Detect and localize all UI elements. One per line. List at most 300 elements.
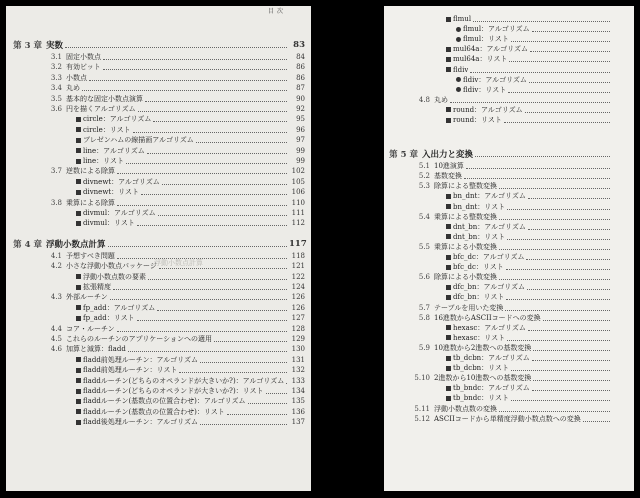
square-bullet-icon (76, 389, 81, 394)
entry-title: fldiv (453, 65, 469, 74)
toc-entry-subitem (456, 34, 628, 44)
leader-dots (117, 326, 287, 332)
page-number: 130 (291, 345, 305, 354)
toc-entry-item (446, 232, 628, 242)
toc-entry-section (46, 334, 305, 344)
section-number: 5.2 (418, 172, 430, 181)
page-number: 95 (296, 115, 305, 124)
leader-dots (525, 107, 610, 113)
page-number: 110 (291, 198, 305, 207)
leader-dots (113, 284, 287, 290)
leader-dots (133, 127, 287, 133)
leader-dots (103, 64, 287, 70)
leader-dots (506, 294, 610, 300)
toc-entry-chapter (12, 40, 305, 50)
leader-dots (532, 355, 610, 361)
square-bullet-icon (446, 118, 451, 123)
round-bullet-icon (456, 27, 461, 32)
square-bullet-icon (76, 274, 81, 279)
entry-title: 乗算による整数変換 (434, 212, 497, 221)
square-bullet-icon (76, 420, 81, 425)
entry-title: bn_dnt：リスト (453, 202, 506, 211)
square-bullet-icon (446, 17, 451, 22)
leader-dots (533, 375, 610, 381)
leader-dots (533, 345, 610, 351)
toc-entry-section (414, 303, 628, 313)
leader-dots (511, 395, 610, 401)
leader-dots (200, 357, 287, 363)
entry-title: 拡張精度 (83, 283, 111, 291)
entry-title: fp_add：アルゴリズム (83, 303, 156, 312)
entry-title: 浮動小数点数の変換 (434, 404, 497, 413)
square-bullet-icon (446, 204, 451, 209)
chapter-number: 第 3 章 (13, 41, 42, 51)
entry-title: fladdルーチン(基数点の位置合わせ)：アルゴリズム (83, 397, 246, 406)
entry-title: 2進数から10進数への基数変換 (434, 374, 532, 383)
section-number: 3.4 (50, 84, 62, 93)
section-number: 4.5 (50, 335, 62, 343)
toc-entry-section (414, 212, 628, 222)
entry-title: 乗算による小数変換 (434, 242, 497, 251)
leader-dots (509, 56, 610, 62)
entry-title: fladdルーチン(どちらのオペランドが大きいか?)：リスト (83, 387, 264, 395)
square-bullet-icon (446, 107, 451, 112)
toc-entry-item (446, 323, 628, 333)
entry-title: 16進数からASCIIコードへの変換 (434, 313, 541, 322)
leader-dots (137, 220, 287, 226)
entry-title: 除算による小数変換 (434, 273, 497, 282)
toc-entry-item (76, 177, 305, 187)
square-bullet-icon (446, 325, 451, 330)
entry-title: tb_bndc：アルゴリズム (453, 384, 530, 393)
entry-title: 乗算による除算 (66, 198, 115, 207)
square-bullet-icon (76, 316, 81, 321)
toc-entry-section (414, 343, 628, 353)
toc-entry-item (446, 393, 628, 403)
toc-entry-subitem (456, 75, 628, 85)
toc-entry-section (46, 104, 305, 114)
toc-entry-item (446, 363, 628, 373)
square-bullet-icon (446, 366, 451, 371)
square-bullet-icon (76, 179, 81, 184)
leader-dots (162, 179, 287, 185)
square-bullet-icon (446, 265, 451, 270)
toc-entry-item (76, 313, 305, 323)
toc-entry-item (76, 218, 305, 228)
entry-title: tb_dcbn：リスト (453, 364, 510, 373)
section-number: 5.10 (414, 374, 430, 383)
leader-dots (506, 264, 610, 270)
entry-title: 10進演算 (434, 162, 464, 171)
leader-dots (147, 148, 287, 154)
square-bullet-icon (446, 335, 451, 340)
leader-dots (532, 26, 610, 32)
entry-title: 小数点 (66, 73, 87, 82)
bleed-through-text: 浮動小数点計算 (154, 259, 203, 267)
toc-entry-chapter (12, 239, 305, 249)
entry-title: 円を描くアルゴリズム (66, 105, 136, 113)
entry-title: 浮動小数点計算 (46, 239, 106, 250)
page-number: 134 (291, 387, 305, 395)
section-number: 4.6 (50, 345, 62, 354)
leader-dots (475, 151, 610, 157)
entry-title: fldiv：アルゴリズム (463, 75, 527, 84)
toc-entry-item (446, 115, 628, 125)
toc-entry-item (76, 303, 305, 313)
entry-title: コア・ルーチン (66, 324, 115, 333)
page-number: 86 (296, 63, 305, 72)
leader-dots (128, 346, 287, 352)
round-bullet-icon (456, 87, 461, 92)
square-bullet-icon (76, 378, 81, 383)
leader-dots (511, 36, 610, 42)
page-number: 87 (296, 84, 305, 93)
entry-title: divmul：アルゴリズム (83, 209, 156, 217)
toc-entry-section (46, 83, 305, 93)
square-bullet-icon (76, 368, 81, 373)
toc-entry-item (76, 355, 305, 365)
square-bullet-icon (446, 224, 451, 229)
toc-entry-item (76, 365, 305, 375)
entry-title: divnewt：リスト (83, 188, 139, 197)
leader-dots (528, 193, 610, 199)
toc-entry-chapter (388, 149, 628, 159)
entry-title: fldiv：リスト (463, 85, 507, 94)
toc-entry-section (46, 94, 305, 104)
page-number: 133 (291, 376, 305, 385)
leader-dots (227, 409, 287, 415)
page-number: 106 (291, 188, 305, 197)
entry-title: 丸め (66, 84, 80, 93)
page-number: 132 (291, 366, 305, 375)
section-number: 4.1 (50, 251, 62, 260)
page-header: 目次 (268, 8, 287, 15)
leader-dots (266, 388, 287, 394)
leader-dots (507, 204, 610, 210)
entry-title: 10進数から2進数への基数変換 (434, 343, 532, 352)
square-bullet-icon (76, 148, 81, 153)
toc-entry-section (46, 166, 305, 176)
entry-title: round：リスト (453, 116, 502, 124)
entry-title: 浮動小数点数の要素 (83, 272, 146, 281)
square-bullet-icon (446, 47, 451, 52)
leader-dots (200, 419, 287, 425)
toc-entry-item (76, 407, 305, 417)
section-number: 3.5 (50, 94, 62, 103)
leader-dots (583, 416, 610, 422)
page-number: 126 (291, 303, 305, 312)
square-bullet-icon (76, 211, 81, 216)
leader-dots (82, 85, 287, 91)
entry-title: 固定小数点 (66, 53, 101, 61)
entry-title: fladdルーチン(どちらのオペランドが大きいか?)：アルゴリズム (83, 376, 285, 385)
square-bullet-icon (446, 67, 451, 72)
entry-title: tb_dcbn：アルゴリズム (453, 354, 530, 362)
toc-entry-item (446, 54, 628, 64)
toc-entry-item (76, 376, 305, 386)
entry-title: mul64a：リスト (453, 55, 508, 64)
section-number: 3.1 (50, 53, 62, 61)
round-bullet-icon (456, 77, 461, 82)
toc-entry-item (446, 65, 628, 75)
section-number: 5.3 (418, 182, 430, 191)
entry-title: ブレゼンハムの線描画アルゴリズム (83, 136, 194, 145)
leader-dots (466, 163, 610, 169)
page-number: 122 (291, 272, 305, 281)
toc-entry-item (446, 191, 628, 201)
page-number: 124 (291, 283, 305, 291)
entry-title: tb_bndc：リスト (453, 394, 510, 403)
page-number: 105 (291, 177, 305, 186)
page-number: 86 (296, 73, 305, 82)
page-number: 92 (296, 105, 305, 113)
leader-dots (532, 385, 610, 391)
leader-dots (137, 315, 287, 321)
toc-entry-section (46, 198, 305, 208)
square-bullet-icon (76, 399, 81, 404)
section-number: 3.2 (50, 63, 62, 72)
toc-entry-section (414, 414, 628, 424)
section-number: 5.5 (418, 242, 430, 251)
leader-dots (117, 200, 287, 206)
entry-title: 基本的な固定小数点演算 (66, 94, 143, 103)
section-number: 5.8 (418, 313, 430, 322)
square-bullet-icon (446, 57, 451, 62)
toc-entry-subitem (456, 24, 628, 34)
square-bullet-icon (76, 285, 81, 290)
section-number: 5.12 (414, 414, 430, 423)
toc-entry-section (46, 52, 305, 62)
square-bullet-icon (76, 305, 81, 310)
square-bullet-icon (76, 190, 81, 195)
left-page (6, 6, 311, 491)
leader-dots (145, 96, 287, 102)
entry-title: 外部ルーチン (66, 293, 108, 302)
entry-title: 基数変換 (434, 172, 462, 181)
page-number: 117 (289, 238, 307, 249)
leader-dots (499, 183, 610, 189)
toc-entry-item (446, 353, 628, 363)
toc-entry-item (446, 44, 628, 54)
leader-dots (499, 406, 610, 412)
leader-dots (528, 325, 610, 331)
entry-title: テーブルを用いた変換 (434, 303, 504, 312)
entry-title: fladdルーチン(基数点の位置合わせ)：リスト (83, 407, 225, 416)
toc-entry-section (414, 313, 628, 323)
entry-title: 加算と減算：fladd (66, 345, 126, 354)
leader-dots (148, 274, 287, 280)
square-bullet-icon (76, 409, 81, 414)
page-number: 129 (291, 335, 305, 343)
page-number: 99 (296, 146, 305, 155)
square-bullet-icon (76, 221, 81, 226)
entry-title: 実数 (46, 41, 64, 51)
toc-entry-section (414, 171, 628, 181)
toc-entry-item (446, 262, 628, 272)
right-page (384, 6, 634, 491)
toc-entry-item (76, 396, 305, 406)
section-number: 5.11 (414, 404, 430, 413)
entry-title: 有効ビット (66, 63, 101, 72)
entry-title: hexasc：リスト (453, 333, 506, 342)
square-bullet-icon (76, 127, 81, 132)
entry-title: fladd前処理ルーチン：リスト (83, 366, 178, 375)
section-number: 5.9 (418, 343, 430, 352)
leader-dots (450, 97, 610, 103)
leader-dots (507, 234, 610, 240)
leader-dots (214, 336, 287, 342)
page-number: 135 (291, 397, 305, 406)
toc-entry-section (414, 181, 628, 191)
toc-entry-item (76, 135, 305, 145)
section-number: 4.4 (50, 324, 62, 333)
square-bullet-icon (76, 357, 81, 362)
entry-title: これらのルーチンのアプリケーションへの適用 (66, 335, 212, 343)
page-number: 118 (291, 251, 305, 260)
entry-title: 逆数による除算 (66, 167, 115, 176)
toc-entry-item (446, 252, 628, 262)
entry-title: flmul：リスト (463, 35, 509, 44)
entry-title: round：アルゴリズム (453, 105, 523, 114)
leader-dots (499, 274, 610, 280)
toc-entry-item (446, 105, 628, 115)
entry-title: bn_dnt：アルゴリズム (453, 192, 526, 201)
toc-entry-section (46, 261, 305, 271)
toc-entry-item (76, 282, 305, 292)
page-number: 102 (291, 167, 305, 176)
toc-entry-section (46, 62, 305, 72)
entry-title: fladd後処理ルーチン：アルゴリズム (83, 418, 199, 427)
entry-title: dnt_bn：アルゴリズム (453, 222, 526, 231)
page-number: 84 (296, 53, 305, 61)
toc-entry-section (414, 242, 628, 252)
leader-dots (508, 87, 610, 93)
leader-dots (89, 75, 287, 81)
entry-title: 除算による整数変換 (434, 182, 497, 191)
leader-dots (505, 305, 610, 311)
leader-dots (499, 244, 610, 250)
toc-entry-item (446, 14, 628, 24)
section-number: 4.8 (418, 95, 430, 104)
leader-dots (126, 158, 287, 164)
entry-title: dfc_bn：アルゴリズム (453, 283, 526, 292)
toc-entry-section (414, 95, 628, 105)
entry-title: fp_add：リスト (83, 314, 135, 323)
page-number: 126 (291, 293, 305, 302)
square-bullet-icon (446, 255, 451, 260)
square-bullet-icon (446, 295, 451, 300)
leader-dots (108, 241, 287, 247)
section-number: 5.7 (418, 303, 430, 312)
leader-dots (179, 367, 287, 373)
page-number: 112 (291, 219, 305, 228)
entry-title: flmul：アルゴリズム (463, 25, 530, 34)
page-number: 136 (291, 407, 305, 416)
toc-entry-item (446, 282, 628, 292)
entry-title: 入出力と変換 (422, 150, 474, 161)
entry-title: dnt_bn：リスト (453, 232, 506, 241)
leader-dots (117, 168, 287, 174)
toc-entry-item (446, 292, 628, 302)
leader-dots (196, 137, 287, 143)
toc-entry-section (414, 161, 628, 171)
entry-title: divnewt：アルゴリズム (83, 177, 160, 186)
square-bullet-icon (446, 356, 451, 361)
entry-title: circle：アルゴリズム (83, 115, 152, 124)
toc-entry-item (76, 272, 305, 282)
entry-title: line：アルゴリズム (83, 146, 145, 155)
toc-entry-item (76, 114, 305, 124)
section-number: 3.6 (50, 105, 62, 113)
leader-dots (141, 189, 287, 195)
entry-title: mul64a：アルゴリズム (453, 45, 529, 54)
toc-entry-item (76, 125, 305, 135)
leader-dots (159, 263, 287, 269)
toc-entry-section (46, 73, 305, 83)
section-number: 5.4 (418, 212, 430, 221)
leader-dots (528, 224, 610, 230)
leader-dots (507, 335, 610, 341)
leader-dots (530, 46, 610, 52)
leader-dots (499, 214, 610, 220)
entry-title: 予想すべき問題 (66, 251, 115, 260)
toc-entry-subitem (456, 85, 628, 95)
section-number: 3.7 (50, 167, 62, 176)
page-number: 96 (296, 125, 305, 134)
section-number: 5.6 (418, 273, 430, 282)
chapter-number: 第 5 章 (389, 150, 418, 161)
leader-dots (543, 315, 610, 321)
leader-dots (153, 116, 287, 122)
leader-dots (110, 294, 287, 300)
leader-dots (511, 365, 610, 371)
leader-dots (117, 253, 287, 259)
entry-title: ASCIIコードから単精度浮動小数点数への変換 (434, 414, 581, 423)
toc-entry-item (446, 383, 628, 393)
leader-dots (286, 378, 287, 384)
toc-entry-item (76, 187, 305, 197)
square-bullet-icon (76, 138, 81, 143)
section-number: 3.8 (50, 198, 62, 207)
toc-entry-item (446, 222, 628, 232)
toc-entry-section (414, 373, 628, 383)
leader-dots (464, 173, 610, 179)
toc-entry-item (76, 146, 305, 156)
square-bullet-icon (446, 386, 451, 391)
toc-entry-item (446, 333, 628, 343)
entry-title: divmul：リスト (83, 219, 135, 228)
chapter-number: 第 4 章 (13, 239, 42, 250)
leader-dots (504, 117, 610, 123)
section-number: 4.3 (50, 293, 62, 302)
leader-dots (473, 16, 610, 22)
entry-title: fladd前処理ルーチン：アルゴリズム (83, 355, 199, 364)
leader-dots (158, 210, 287, 216)
section-number: 5.1 (418, 162, 430, 171)
page-number: 111 (291, 209, 305, 217)
toc-entry-item (446, 202, 628, 212)
leader-dots (138, 106, 287, 112)
toc-entry-section (414, 272, 628, 282)
square-bullet-icon (446, 234, 451, 239)
page-number: 137 (291, 418, 305, 427)
leader-dots (470, 67, 610, 73)
toc-entry-item (76, 417, 305, 427)
entry-title: dfc_bn：リスト (453, 293, 505, 302)
leader-dots (526, 254, 610, 260)
leader-dots (527, 284, 610, 290)
square-bullet-icon (446, 194, 451, 199)
